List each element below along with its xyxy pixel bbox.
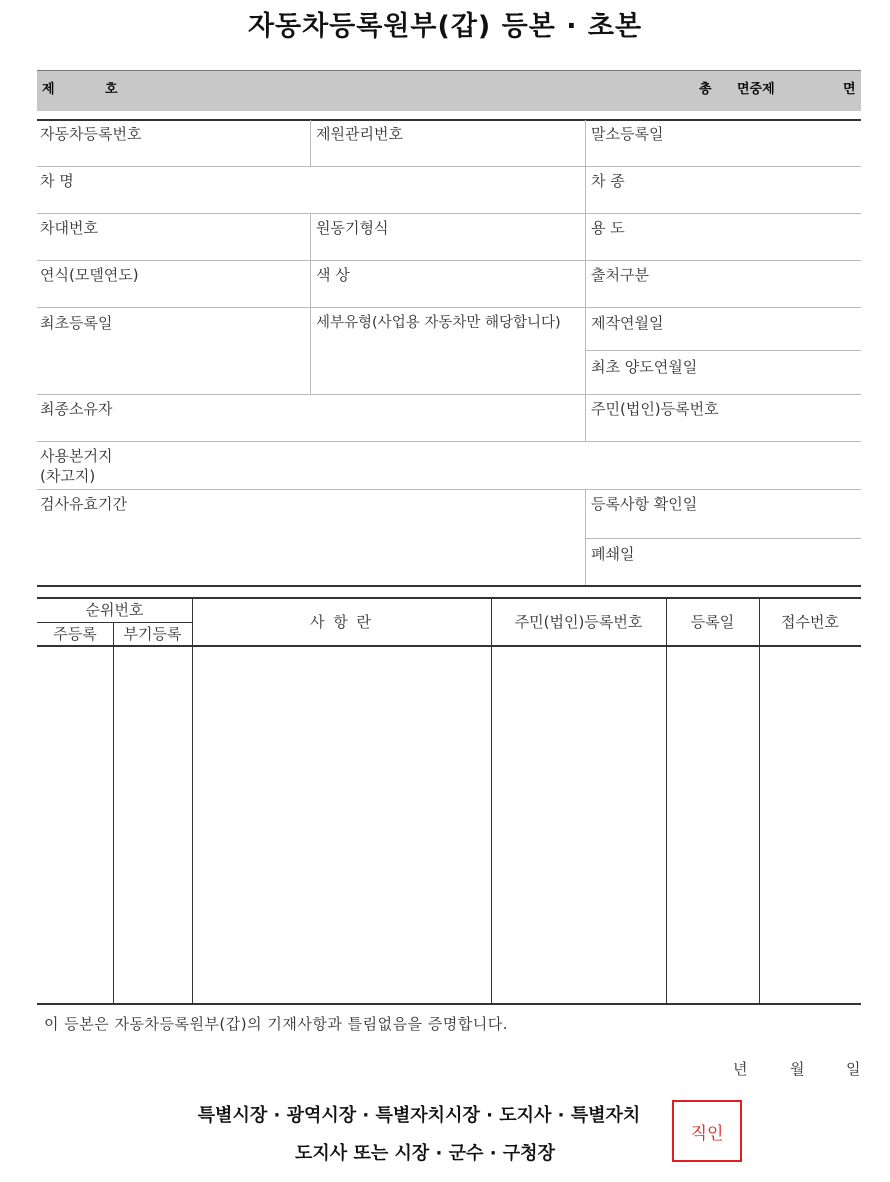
origin-label: 출처구분 (591, 266, 649, 284)
inspection-validity-label: 검사유효기간 (40, 495, 127, 513)
usage-label: 용 도 (591, 219, 625, 237)
row-rule (37, 166, 861, 167)
day-label: 일 (846, 1060, 861, 1078)
engine-type-label: 원동기형식 (316, 219, 389, 237)
row-rule (585, 350, 861, 351)
main-sub-divider (113, 622, 114, 1003)
chassis-no-label: 차대번호 (40, 219, 98, 237)
final-owner-label: 최종소유자 (40, 400, 113, 418)
row-rule (37, 260, 861, 261)
garage-label: (차고지) (40, 467, 96, 485)
row-rule (37, 489, 861, 490)
sub-type-label: 세부유형(사업용 자동차만 해당합니다) (316, 315, 561, 331)
color-label: 색 상 (316, 266, 350, 284)
sub-reg-header: 부기등록 (123, 625, 182, 643)
row-rule (37, 441, 861, 442)
order-items-divider (192, 598, 193, 1003)
model-year-label: 연식(모델연도) (40, 266, 139, 284)
spec-mgmt-no-label: 제원관리번호 (316, 125, 403, 143)
car-name-label: 차 명 (40, 172, 74, 190)
history-bottom-rule (37, 1003, 861, 1005)
receipt-no-header: 접수번호 (781, 613, 839, 631)
col-divider (585, 120, 586, 441)
total-label: 총 (699, 82, 712, 97)
issuer-line-1: 특별시장 · 광역시장 · 특별자치시장 · 도지사 · 특별자치 (197, 1105, 641, 1126)
registration-no-label: 자동차등록번호 (40, 125, 142, 143)
page-of-label: 면중제 (737, 82, 775, 97)
row-rule (37, 213, 861, 214)
reg-date-header: 등록일 (690, 613, 735, 631)
manufacture-date-label: 제작연월일 (591, 314, 664, 332)
car-type-label: 차 종 (591, 172, 625, 190)
col-divider (310, 120, 311, 166)
col-divider (310, 213, 311, 394)
document-title: 자동차등록원부(갑) 등본 · 초본 (247, 11, 643, 42)
registration-confirm-date-label: 등록사항 확인일 (591, 495, 698, 513)
no-label: 제 (42, 82, 55, 97)
resident-no-label: 주민(법인)등록번호 (591, 400, 719, 418)
info-top-rule (37, 119, 861, 121)
first-registration-label: 최초등록일 (40, 314, 113, 332)
resident-regdate-divider (666, 598, 667, 1003)
col-divider (585, 489, 586, 585)
first-transfer-date-label: 최초 양도연월일 (591, 358, 698, 376)
history-top-rule (37, 597, 861, 599)
regdate-receipt-divider (759, 598, 760, 1003)
row-rule (37, 307, 861, 308)
scrap-date-label: 폐쇄일 (591, 545, 635, 563)
history-header-rule (37, 645, 861, 647)
base-address-label: 사용본거지 (40, 447, 113, 465)
row-rule (37, 394, 861, 395)
resident-no-header: 주민(법인)등록번호 (514, 613, 643, 631)
order-no-sub-rule (37, 622, 192, 623)
official-seal: 직인 (672, 1100, 742, 1162)
items-header: 사 항 란 (309, 613, 373, 631)
issuer-line-2: 도지사 또는 시장 · 군수 · 구청장 (295, 1143, 555, 1164)
info-bottom-rule (37, 585, 861, 587)
deregistration-date-label: 말소등록일 (591, 125, 664, 143)
items-resident-divider (491, 598, 492, 1003)
ho-label: 호 (105, 82, 118, 97)
header-bar (37, 70, 861, 111)
month-label: 월 (790, 1060, 805, 1078)
order-no-header: 순위번호 (85, 601, 144, 619)
main-reg-header: 주등록 (53, 625, 97, 643)
row-rule (585, 538, 861, 539)
page-end-label: 면 (843, 82, 856, 97)
year-label: 년 (733, 1060, 748, 1078)
certification-statement: 이 등본은 자동차등록원부(갑)의 기재사항과 틀림없음을 증명합니다. (44, 1015, 509, 1033)
